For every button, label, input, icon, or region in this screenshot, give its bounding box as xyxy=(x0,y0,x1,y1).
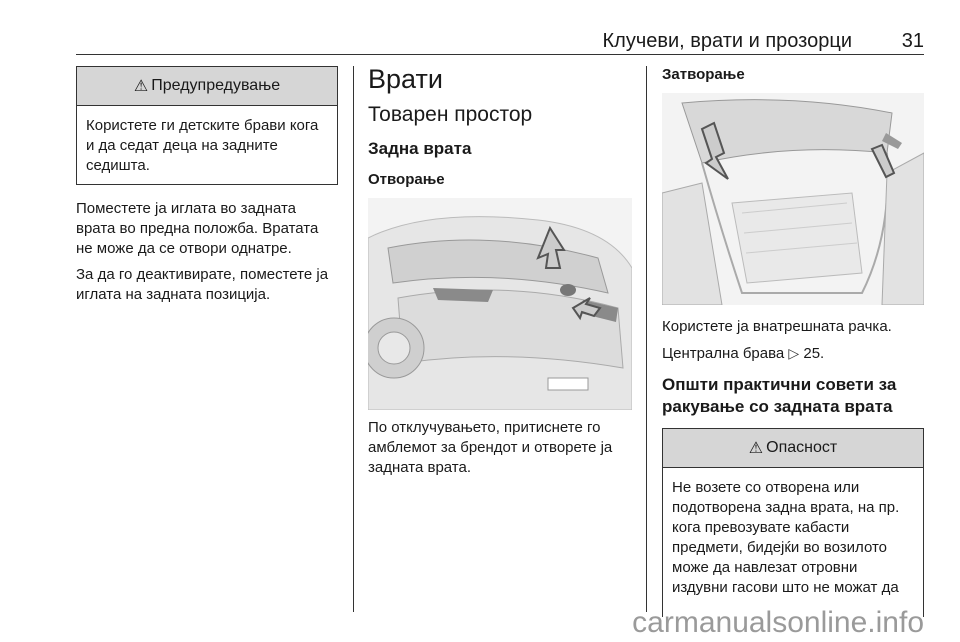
danger-box-title: Опасност xyxy=(766,439,838,456)
paragraph: Користете ја внатрешната рачка. xyxy=(662,318,892,335)
watermark: carmanualsonline.info xyxy=(632,606,924,639)
paragraph: По отклучувањето, притиснете го амблемот за брендот и отворете ја задната врата. xyxy=(368,419,613,476)
warning-box-text: Користете ги детските брави кога и да седат деца на задните седишта. xyxy=(86,117,319,174)
paragraph: Поместете ја иглата во задната врата во предна положба. Вратата не може да се отвори однатре. xyxy=(76,200,319,257)
page-number: 31 xyxy=(901,30,924,52)
topic-heading: Задна врата xyxy=(368,139,472,158)
danger-box xyxy=(662,428,924,617)
page-header xyxy=(76,26,924,55)
paragraph: За да го деактивирате, поместете ја иглата на задната позиција. xyxy=(76,266,329,303)
warning-box xyxy=(76,66,338,185)
step-heading: Затворање xyxy=(662,66,745,83)
column-divider xyxy=(646,66,647,612)
car-rear-opening-illustration xyxy=(368,198,632,410)
warning-box-header xyxy=(77,67,337,106)
arrow-ref-icon: ▷ xyxy=(788,345,800,361)
danger-box-header xyxy=(663,429,923,468)
chapter-title: Клучеви, врати и прозорци xyxy=(602,30,852,52)
car-tailgate-closing-illustration xyxy=(662,93,924,305)
warning-triangle-icon: ⚠ xyxy=(748,440,764,457)
topic-heading-line1: Општи практични совети за xyxy=(662,375,897,394)
reference-text: Централна брава xyxy=(662,345,785,362)
warning-box-title: Предупредување xyxy=(151,77,281,94)
tailgate-close-illustration xyxy=(662,93,924,305)
danger-box-text: Не возете со отворена или подотворена задна врата, на пр. кога превозувате кабасти предмети, бидејќи во возилото може да навлезат отровни издувни гасови што не можат да xyxy=(672,479,900,596)
column-right xyxy=(662,66,924,617)
paragraph-with-reference xyxy=(662,343,924,364)
reference-page-link[interactable]: 25. xyxy=(803,345,825,362)
section-heading: Врати xyxy=(368,64,443,94)
column-divider xyxy=(353,66,354,612)
column-middle xyxy=(368,66,632,478)
topic-heading-line2: ракување со задната врата xyxy=(662,397,893,416)
warning-triangle-icon: ⚠ xyxy=(133,78,149,95)
column-left xyxy=(76,66,338,305)
step-heading: Отворање xyxy=(368,171,445,188)
subsection-heading: Товарен простор xyxy=(368,103,533,126)
tailgate-open-illustration xyxy=(368,198,632,410)
